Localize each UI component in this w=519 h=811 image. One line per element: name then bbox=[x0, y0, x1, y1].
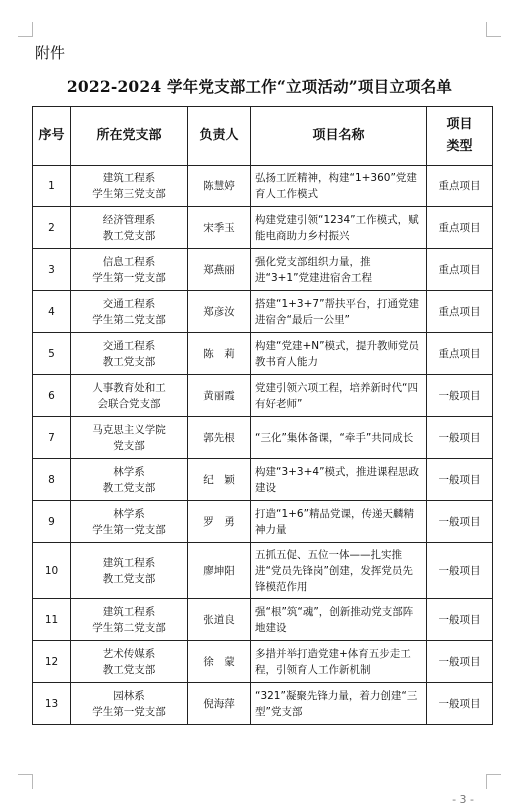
row-branch bbox=[71, 417, 188, 459]
page-number: - 3 - bbox=[452, 793, 474, 806]
row-no: 2 bbox=[33, 207, 71, 249]
row-branch bbox=[71, 641, 188, 683]
row-project-name: “321”凝聚先锋力量，着力创建“三型”党支部 bbox=[251, 683, 427, 725]
header-type-line1: 项目 bbox=[446, 117, 473, 132]
table-row bbox=[33, 543, 493, 599]
row-branch-line1: 林学系 bbox=[113, 465, 145, 478]
row-branch bbox=[71, 375, 188, 417]
header-type bbox=[427, 107, 493, 166]
row-project-type: 一般项目 bbox=[427, 417, 493, 459]
row-branch bbox=[71, 333, 188, 375]
attachment-label: 附件 bbox=[35, 44, 66, 62]
row-branch-line2: 学生第三党支部 bbox=[92, 188, 166, 200]
row-project-type: 一般项目 bbox=[427, 683, 493, 725]
row-branch-line2: 教工党支部 bbox=[102, 229, 156, 242]
row-leader: 徐 蒙 bbox=[188, 641, 251, 683]
row-branch-line1: 园林系 bbox=[113, 689, 145, 702]
row-branch-line1: 艺术传媒系 bbox=[102, 647, 156, 660]
row-branch bbox=[71, 501, 188, 543]
row-branch-line2: 学生第一党支部 bbox=[92, 271, 166, 284]
row-branch-line2: 会联合党支部 bbox=[97, 397, 161, 410]
row-project-name: 党建引领六项工程，培养新时代“四有好老师” bbox=[251, 375, 427, 417]
row-branch bbox=[71, 291, 188, 333]
row-project-name: “三化”集体备课，“牵手”共同成长 bbox=[251, 417, 427, 459]
row-no: 9 bbox=[33, 501, 71, 543]
row-project-name: 强化党支部组织力量，推进“3+1”党建进宿舍工程 bbox=[251, 249, 427, 291]
row-no: 13 bbox=[33, 683, 71, 725]
table-body bbox=[33, 166, 493, 725]
row-branch-line1: 马克思主义学院 bbox=[92, 423, 166, 436]
row-project-name: 五抓五促、五位一体——扎实推进“党员先锋岗”创建，发挥党员先锋模范作用 bbox=[251, 543, 427, 599]
row-project-type: 重点项目 bbox=[427, 249, 493, 291]
row-leader: 郭先根 bbox=[188, 417, 251, 459]
row-project-name: 多措并举打造党建+体育五步走工程，引领育人工作新机制 bbox=[251, 641, 427, 683]
row-leader: 郑燕丽 bbox=[188, 249, 251, 291]
row-leader: 纪 颖 bbox=[188, 459, 251, 501]
row-branch-line2: 教工党支部 bbox=[102, 663, 156, 676]
table-row bbox=[33, 641, 493, 683]
table-row bbox=[33, 375, 493, 417]
row-branch-line2: 党支部 bbox=[113, 439, 145, 452]
row-project-name: 构建党建引领“1234”工作模式，赋能电商助力乡村振兴 bbox=[251, 207, 427, 249]
table-row bbox=[33, 501, 493, 543]
table-header-row bbox=[33, 107, 493, 166]
header-branch: 所在党支部 bbox=[71, 107, 188, 166]
row-leader: 郑彦汝 bbox=[188, 291, 251, 333]
row-branch-line1: 建筑工程系 bbox=[102, 556, 156, 569]
header-project: 项目名称 bbox=[251, 107, 427, 166]
row-no: 1 bbox=[33, 166, 71, 207]
row-branch-line2: 教工党支部 bbox=[102, 481, 156, 494]
table-row bbox=[33, 166, 493, 207]
row-branch-line2: 学生第二党支部 bbox=[92, 621, 166, 634]
row-project-name: 弘扬工匠精神，构建“1+360”党建育人工作模式 bbox=[251, 166, 427, 207]
row-leader: 陈 莉 bbox=[188, 333, 251, 375]
row-no: 6 bbox=[33, 375, 71, 417]
row-project-type: 一般项目 bbox=[427, 543, 493, 599]
row-branch-line2: 教工党支部 bbox=[102, 355, 156, 368]
table-row bbox=[33, 459, 493, 501]
row-leader: 黄丽霞 bbox=[188, 375, 251, 417]
row-no: 8 bbox=[33, 459, 71, 501]
row-branch-line1: 交通工程系 bbox=[102, 339, 156, 352]
table-row bbox=[33, 599, 493, 641]
corner-mark-bottom-left bbox=[18, 774, 33, 789]
row-no: 5 bbox=[33, 333, 71, 375]
row-branch bbox=[71, 166, 188, 207]
row-project-type: 一般项目 bbox=[427, 599, 493, 641]
row-project-type: 一般项目 bbox=[427, 641, 493, 683]
row-project-type: 重点项目 bbox=[427, 291, 493, 333]
row-leader: 陈慧婷 bbox=[188, 166, 251, 207]
header-no: 序号 bbox=[33, 107, 71, 166]
row-project-name: 打造“1+6”精品党课，传递天麟精神力量 bbox=[251, 501, 427, 543]
row-branch-line1: 交通工程系 bbox=[102, 297, 156, 310]
row-branch-line2: 学生第一党支部 bbox=[92, 705, 166, 718]
table-row bbox=[33, 417, 493, 459]
row-branch bbox=[71, 207, 188, 249]
project-table bbox=[32, 106, 493, 725]
row-branch-line2: 学生第一党支部 bbox=[92, 523, 166, 536]
corner-mark-bottom-right bbox=[486, 774, 501, 789]
table-row bbox=[33, 333, 493, 375]
row-branch-line1: 信息工程系 bbox=[102, 255, 156, 268]
row-project-type: 重点项目 bbox=[427, 333, 493, 375]
row-branch bbox=[71, 599, 188, 641]
row-leader: 倪海萍 bbox=[188, 683, 251, 725]
row-project-name: 构建“3+3+4”模式，推进课程思政建设 bbox=[251, 459, 427, 501]
row-branch-line1: 经济管理系 bbox=[102, 213, 156, 226]
row-branch-line1: 建筑工程系 bbox=[102, 172, 156, 184]
table-row bbox=[33, 249, 493, 291]
row-branch-line2: 教工党支部 bbox=[102, 572, 156, 585]
row-branch bbox=[71, 249, 188, 291]
row-leader: 罗 勇 bbox=[188, 501, 251, 543]
row-project-type: 一般项目 bbox=[427, 501, 493, 543]
row-project-type: 一般项目 bbox=[427, 459, 493, 501]
table-row bbox=[33, 207, 493, 249]
row-project-type: 重点项目 bbox=[427, 166, 493, 207]
row-leader: 张道良 bbox=[188, 599, 251, 641]
row-branch-line2: 学生第二党支部 bbox=[92, 313, 166, 326]
row-no: 7 bbox=[33, 417, 71, 459]
header-leader: 负责人 bbox=[188, 107, 251, 166]
corner-mark-top-left bbox=[18, 22, 33, 37]
row-no: 10 bbox=[33, 543, 71, 599]
row-no: 12 bbox=[33, 641, 71, 683]
document-title: 2022-2024 学年党支部工作“立项活动”项目立项名单 bbox=[66, 77, 453, 96]
row-branch bbox=[71, 543, 188, 599]
corner-mark-top-right bbox=[486, 22, 501, 37]
row-leader: 宋季玉 bbox=[188, 207, 251, 249]
row-branch bbox=[71, 683, 188, 725]
row-leader: 廖坤阳 bbox=[188, 543, 251, 599]
row-project-name: 强“根”筑“魂”，创新推动党支部阵地建设 bbox=[251, 599, 427, 641]
row-no: 11 bbox=[33, 599, 71, 641]
row-branch-line1: 林学系 bbox=[113, 507, 145, 520]
row-branch-line1: 人事教育处和工 bbox=[92, 381, 166, 394]
row-project-name: 搭建“1+3+7”帮扶平台，打通党建进宿舍“最后一公里” bbox=[251, 291, 427, 333]
row-no: 3 bbox=[33, 249, 71, 291]
table-row bbox=[33, 683, 493, 725]
table-row bbox=[33, 291, 493, 333]
row-branch-line1: 建筑工程系 bbox=[102, 605, 156, 618]
row-no: 4 bbox=[33, 291, 71, 333]
header-type-line2: 类型 bbox=[446, 139, 473, 154]
row-project-name: 构建“党建+N”模式，提升教师党员教书育人能力 bbox=[251, 333, 427, 375]
row-project-type: 重点项目 bbox=[427, 207, 493, 249]
row-project-type: 一般项目 bbox=[427, 375, 493, 417]
row-branch bbox=[71, 459, 188, 501]
